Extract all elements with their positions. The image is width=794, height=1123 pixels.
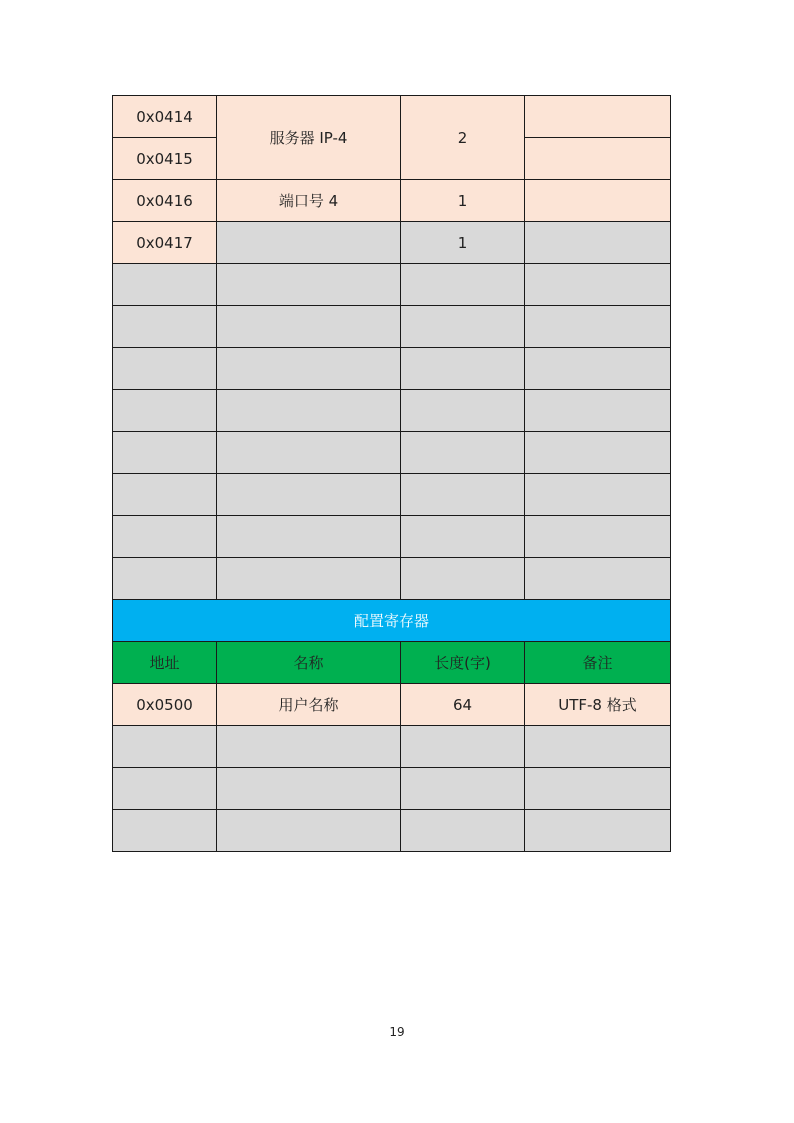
empty-cell	[525, 516, 671, 558]
cell-length: 2	[401, 96, 525, 180]
empty-cell	[525, 306, 671, 348]
empty-cell	[113, 558, 217, 600]
empty-row	[113, 810, 671, 852]
empty-cell	[401, 810, 525, 852]
cell-address: 0x0415	[113, 138, 217, 180]
empty-cell	[217, 474, 401, 516]
empty-cell	[113, 264, 217, 306]
cell-length: 1	[401, 222, 525, 264]
empty-cell	[113, 768, 217, 810]
table-row	[113, 684, 671, 726]
empty-cell	[113, 306, 217, 348]
empty-cell	[217, 810, 401, 852]
empty-cell	[113, 432, 217, 474]
empty-row	[113, 390, 671, 432]
cell-length: 64	[401, 684, 525, 726]
cell-note	[525, 180, 671, 222]
cell-name: 端口号 4	[217, 180, 401, 222]
empty-cell	[217, 726, 401, 768]
empty-cell	[525, 348, 671, 390]
cell-note	[525, 138, 671, 180]
empty-cell	[217, 516, 401, 558]
empty-cell	[217, 558, 401, 600]
cell-note: UTF-8 格式	[525, 684, 671, 726]
empty-cell	[113, 810, 217, 852]
empty-cell	[401, 558, 525, 600]
empty-cell	[217, 768, 401, 810]
empty-cell	[217, 432, 401, 474]
cell-name	[217, 222, 401, 264]
empty-cell	[401, 516, 525, 558]
empty-row	[113, 306, 671, 348]
cell-name: 用户名称	[217, 684, 401, 726]
empty-cell	[217, 264, 401, 306]
empty-cell	[401, 264, 525, 306]
empty-row	[113, 432, 671, 474]
section-row	[113, 600, 671, 642]
empty-cell	[525, 390, 671, 432]
cell-address: 0x0417	[113, 222, 217, 264]
empty-cell	[525, 474, 671, 516]
empty-cell	[401, 306, 525, 348]
empty-cell	[401, 432, 525, 474]
empty-cell	[401, 474, 525, 516]
empty-cell	[217, 348, 401, 390]
header-address: 地址	[113, 642, 217, 684]
table-row	[113, 222, 671, 264]
empty-cell	[113, 474, 217, 516]
empty-cell	[401, 768, 525, 810]
empty-cell	[525, 264, 671, 306]
empty-row	[113, 558, 671, 600]
empty-cell	[525, 810, 671, 852]
header-note: 备注	[525, 642, 671, 684]
empty-cell	[113, 516, 217, 558]
cell-address: 0x0416	[113, 180, 217, 222]
header-row	[113, 642, 671, 684]
empty-row	[113, 264, 671, 306]
cell-note	[525, 222, 671, 264]
empty-cell	[525, 432, 671, 474]
empty-row	[113, 516, 671, 558]
cell-address: 0x0500	[113, 684, 217, 726]
page-number: 19	[389, 1025, 405, 1039]
empty-row	[113, 768, 671, 810]
empty-cell	[113, 348, 217, 390]
empty-row	[113, 474, 671, 516]
table-row	[113, 180, 671, 222]
empty-cell	[217, 306, 401, 348]
empty-cell	[401, 390, 525, 432]
section-title: 配置寄存器	[113, 600, 671, 642]
empty-cell	[401, 348, 525, 390]
cell-length: 1	[401, 180, 525, 222]
empty-cell	[113, 726, 217, 768]
empty-cell	[113, 390, 217, 432]
empty-cell	[217, 390, 401, 432]
empty-cell	[525, 558, 671, 600]
empty-cell	[401, 726, 525, 768]
empty-cell	[525, 726, 671, 768]
register-table	[112, 95, 671, 852]
table-row	[113, 96, 671, 138]
cell-name: 服务器 IP-4	[217, 96, 401, 180]
cell-address: 0x0414	[113, 96, 217, 138]
header-length: 长度(字)	[401, 642, 525, 684]
header-name: 名称	[217, 642, 401, 684]
empty-row	[113, 348, 671, 390]
empty-row	[113, 726, 671, 768]
empty-cell	[525, 768, 671, 810]
cell-note	[525, 96, 671, 138]
